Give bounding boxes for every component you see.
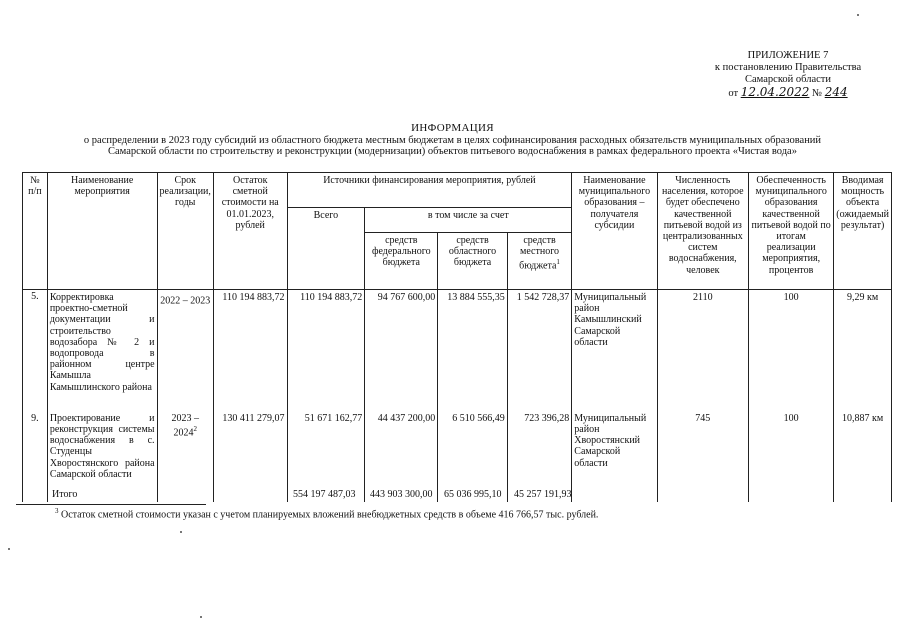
header-federal: средств федерального бюджета [365, 233, 438, 290]
appendix-date-line [703, 86, 873, 100]
header-total: Всего [287, 208, 365, 290]
row-term-value: 2022 – 2023 [160, 295, 211, 307]
subsidy-table [22, 172, 892, 502]
footnote-divider [16, 504, 206, 505]
scan-speck [8, 548, 10, 550]
row-federal: 94 767 600,00 [365, 290, 438, 411]
footnote-text: Остаток сметной стоимости указан с учетом планируемых вложений внебюджетных средств в объеме 416 766,57 тыс. рублей. [58, 509, 599, 521]
header-local-label: средств местного бюджета [519, 235, 560, 272]
heading-line-1: о распределении в 2023 году субсидий из областного бюджета местным бюджетам в целях софинансирования расходных обязательств муниципальных образований [83, 134, 822, 146]
header-capacity: Вводимая мощность объекта (ожидаемый результат) [834, 173, 892, 290]
appendix-region: Самарской области [745, 74, 831, 85]
row-total: 51 671 162,77 [287, 411, 365, 502]
heading-line-2: Самарской области по строительству и реконструкции (модернизации) объектов питьевого водоснабжения в рамках федерального проекта «Чистая вода» [108, 146, 797, 157]
row-name: Проектирование и реконструкция системы водоснабжения в с. Студенцы Хворостянского района Самарской области [47, 411, 157, 502]
header-name: Наименование мероприятия [47, 173, 157, 290]
row-remainder: 130 411 279,07 [213, 411, 287, 502]
totals-federal: 443 903 300,00 [370, 489, 433, 500]
footnote [55, 507, 598, 520]
document-title: ИНФОРМАЦИЯ [411, 122, 494, 134]
row-local: 1 542 728,37 [507, 290, 572, 411]
row-num: 9. [23, 411, 48, 502]
row-provision: 100 [749, 411, 834, 502]
handwritten-date: 12.04.2022 [740, 85, 810, 99]
row-capacity: 10,887 км [834, 411, 892, 502]
totals-local: 45 257 191,93 [514, 489, 572, 500]
header-sources: Источники финансирования мероприятия, рублей [287, 173, 572, 208]
row-recipient: Муниципальный район Камышлинский Самарской области [572, 290, 657, 411]
header-local [507, 233, 572, 290]
scan-speck [200, 616, 202, 618]
row-provision: 100 [749, 290, 834, 411]
row-remainder: 110 194 883,72 [213, 290, 287, 411]
header-local-sup: 1 [556, 258, 560, 267]
row-local: 723 396,28 [507, 411, 572, 502]
totals-label: Итого [52, 489, 78, 500]
row-term-sup: 2 [193, 425, 197, 434]
row-regional: 13 884 555,35 [438, 290, 508, 411]
row-name: Корректировка проектно-сметной документации и строительство водозабора № 2 и водопровода в районном центре Камышла Камышлинского района [47, 290, 157, 411]
table-row [23, 290, 892, 411]
header-term: Срок реализации, годы [157, 173, 213, 290]
row-federal: 44 437 200,00 [365, 411, 438, 502]
header-population: Численность населения, которое будет обеспечено качественной питьевой водой из централизованных систем водоснабжения, человек [657, 173, 749, 290]
header-recipient: Наименование муниципального образования – получателя субсидии [572, 173, 657, 290]
header-regional: средств областного бюджета [438, 233, 508, 290]
appendix-title: ПРИЛОЖЕНИЕ 7 [747, 50, 829, 61]
row-recipient: Муниципальный район Хворостянский Самарской области [572, 411, 657, 502]
number-prefix: № [812, 88, 823, 99]
row-term [157, 290, 213, 411]
row-term-value: 2023 – 2024 [171, 412, 199, 439]
row-total: 110 194 883,72 [287, 290, 365, 411]
row-regional: 6 510 566,49 [438, 411, 508, 502]
footnote-sup: 3 [55, 507, 59, 515]
document-heading [0, 123, 905, 158]
date-prefix: от [728, 88, 739, 99]
row-population: 2110 [657, 290, 749, 411]
row-num: 5. [23, 290, 48, 411]
totals-regional: 65 036 995,10 [444, 489, 502, 500]
scan-speck [857, 14, 859, 16]
appendix-block [703, 50, 873, 100]
handwritten-number: 244 [824, 85, 848, 99]
appendix-subtitle: к постановлению Правительства [714, 62, 862, 73]
scan-speck [180, 531, 182, 533]
header-incl: в том числе за счет [365, 208, 572, 233]
row-term [157, 411, 213, 502]
row-capacity: 9,29 км [834, 290, 892, 411]
totals-total: 554 197 487,03 [293, 489, 356, 500]
row-population: 745 [657, 411, 749, 502]
header-remainder: Остаток сметной стоимости на 01.01.2023, рублей [213, 173, 287, 290]
header-num: № п/п [23, 173, 48, 290]
header-provision: Обеспеченность муниципального образования качественной питьевой водой по итогам реализации мероприятия, процентов [749, 173, 834, 290]
